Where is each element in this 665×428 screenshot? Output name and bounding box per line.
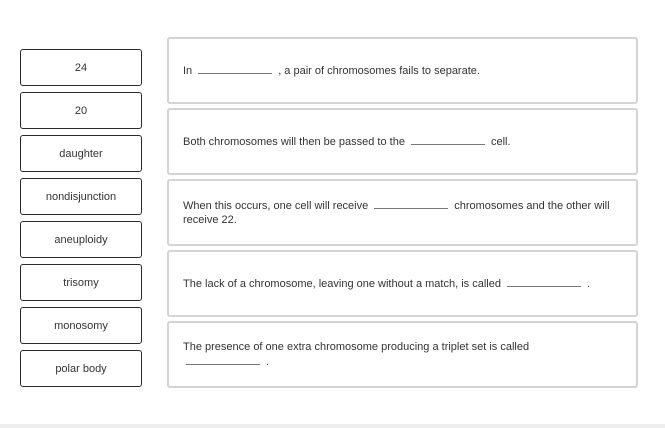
choice-label: 24 <box>74 61 88 74</box>
choice-label: monosomy <box>54 319 108 332</box>
choice-label: 20 <box>74 104 88 117</box>
choice-nondisjunction[interactable] <box>20 178 142 215</box>
answer-blank[interactable] <box>374 198 448 209</box>
answer-choices <box>20 49 142 387</box>
answer-blank[interactable] <box>198 63 272 74</box>
statement-after: cell. <box>490 136 511 148</box>
choice-trisomy[interactable] <box>20 264 142 301</box>
statement-3 <box>167 179 638 246</box>
statement-before: When this occurs, one cell will receive <box>183 200 369 212</box>
statement-after: . <box>586 278 590 290</box>
choice-label: daughter <box>59 147 103 160</box>
statement-1 <box>167 37 638 104</box>
choice-monosomy[interactable] <box>20 307 142 344</box>
statement-before: Both chromosomes will then be passed to the <box>183 136 405 148</box>
statement-list <box>167 37 638 388</box>
choice-daughter[interactable] <box>20 135 142 172</box>
statement-text <box>183 198 622 227</box>
statement-after: chromosomes and the other will receive 22. <box>183 200 610 226</box>
statement-before: In <box>183 65 193 77</box>
answer-blank[interactable] <box>507 276 581 287</box>
statement-text <box>183 276 590 291</box>
choice-aneuploidy[interactable] <box>20 221 142 258</box>
choice-20[interactable] <box>20 92 142 129</box>
choice-24[interactable] <box>20 49 142 86</box>
answer-blank[interactable] <box>186 354 260 365</box>
statement-2 <box>167 108 638 175</box>
choice-label: aneuploidy <box>54 233 108 246</box>
statement-after: , a pair of chromosomes fails to separate. <box>278 65 480 77</box>
choice-label: nondisjunction <box>45 190 117 203</box>
footer-divider <box>0 424 665 428</box>
choice-label: polar body <box>55 362 107 375</box>
statement-before: The lack of a chromosome, leaving one without a match, is called <box>183 278 501 290</box>
statement-before: The presence of one extra chromosome producing a triplet set is called <box>183 341 530 353</box>
statement-text <box>183 340 529 369</box>
statement-after: . <box>266 356 270 368</box>
statement-5 <box>167 321 638 388</box>
answer-blank[interactable] <box>411 134 485 145</box>
choice-polar-body[interactable] <box>20 350 142 387</box>
statement-4 <box>167 250 638 317</box>
statement-text <box>183 134 511 149</box>
choice-label: trisomy <box>63 276 99 289</box>
statement-text <box>183 63 480 78</box>
